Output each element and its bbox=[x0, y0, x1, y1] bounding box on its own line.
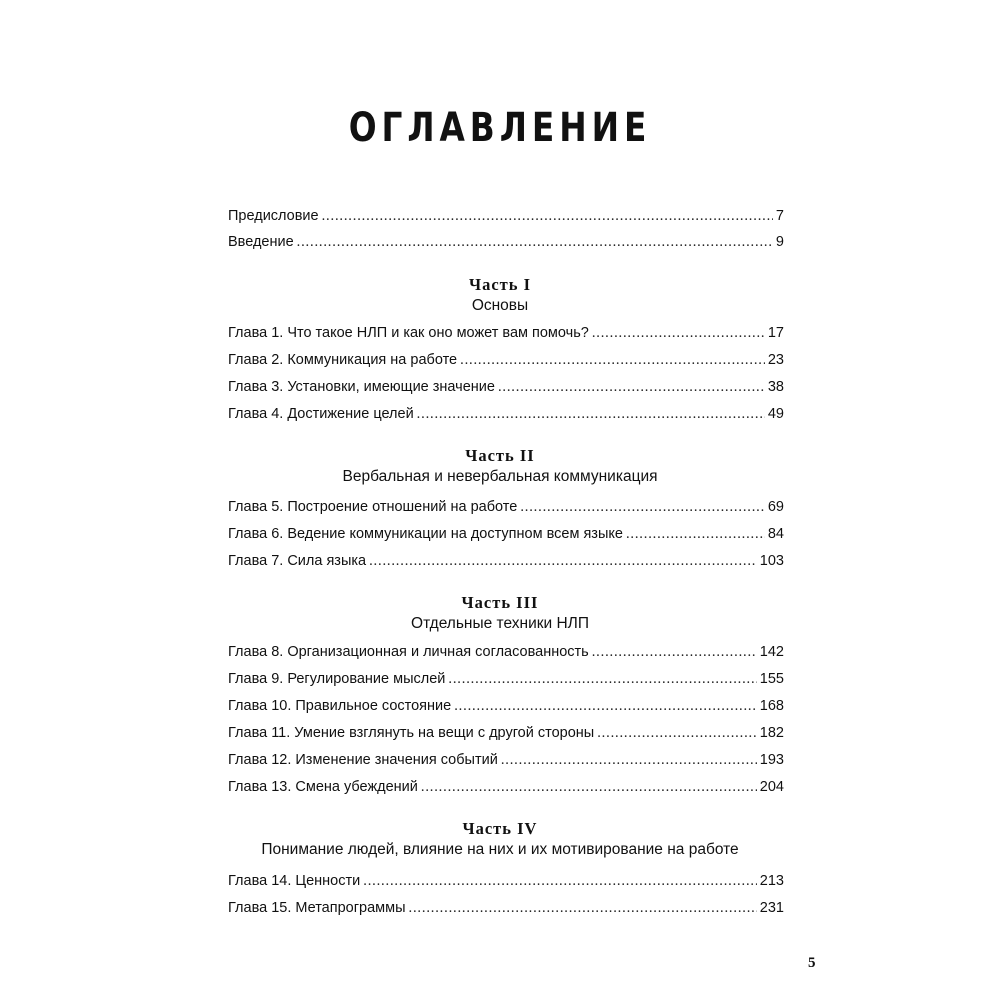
dot-leader bbox=[363, 870, 757, 892]
toc-entry-preface bbox=[228, 205, 784, 227]
toc-entry bbox=[228, 749, 784, 771]
toc-entry bbox=[228, 870, 784, 892]
toc-entry-label: Глава 14. Ценности bbox=[228, 873, 361, 889]
toc-entry bbox=[228, 403, 784, 425]
toc-entry bbox=[228, 349, 784, 371]
part-name: Понимание людей, влияние на них и их мотивирование на работе bbox=[261, 841, 739, 858]
toc-entry bbox=[228, 641, 784, 663]
dot-leader bbox=[369, 550, 757, 572]
dot-leader bbox=[322, 205, 773, 227]
dot-leader bbox=[597, 722, 757, 744]
toc-entry-label: Введение bbox=[228, 234, 294, 250]
dot-leader bbox=[421, 776, 757, 798]
dot-leader bbox=[626, 523, 765, 545]
part-number: Часть III bbox=[461, 593, 539, 612]
dot-leader bbox=[417, 403, 765, 425]
dot-leader bbox=[592, 322, 765, 344]
dot-leader bbox=[448, 668, 756, 690]
toc-entry bbox=[228, 496, 784, 518]
toc-entry-page: 7 bbox=[775, 208, 784, 224]
toc-entry bbox=[228, 695, 784, 717]
toc-entry-page: 103 bbox=[759, 553, 784, 569]
toc-entry-label: Глава 12. Изменение значения событий bbox=[228, 752, 498, 768]
toc-entry-label: Глава 15. Метапрограммы bbox=[228, 900, 406, 916]
toc-entry bbox=[228, 776, 784, 798]
toc-entry-page: 168 bbox=[759, 698, 784, 714]
toc-entry-label: Глава 7. Сила языка bbox=[228, 553, 367, 569]
toc-entry-label: Глава 3. Установки, имеющие значение bbox=[228, 379, 495, 395]
toc-entry-introduction bbox=[228, 231, 784, 253]
toc-entry-label: Глава 10. Правильное состояние bbox=[228, 698, 452, 714]
toc-entry-page: 9 bbox=[775, 234, 784, 250]
dot-leader bbox=[409, 897, 757, 919]
toc-entry-page: 182 bbox=[759, 725, 784, 741]
toc-entry bbox=[228, 322, 784, 344]
toc-entry-page: 155 bbox=[759, 671, 784, 687]
part-name: Основы bbox=[471, 297, 529, 314]
toc-entry-label: Глава 5. Построение отношений на работе bbox=[228, 499, 518, 515]
toc-entry-page: 17 bbox=[767, 325, 784, 341]
toc-entry-label: Предисловие bbox=[228, 208, 319, 224]
toc-entry bbox=[228, 550, 784, 572]
dot-leader bbox=[498, 376, 765, 398]
toc-entry-label: Глава 1. Что такое НЛП и как оно может вам помочь? bbox=[228, 325, 589, 341]
part-number: Часть II bbox=[465, 446, 535, 465]
part-number: Часть IV bbox=[462, 819, 538, 838]
toc-entry-page: 142 bbox=[759, 644, 784, 660]
part-number: Часть I bbox=[468, 275, 532, 294]
page-title: ОГЛАВЛЕНИЕ bbox=[348, 105, 652, 151]
toc-entry bbox=[228, 376, 784, 398]
toc-entry-label: Глава 9. Регулирование мыслей bbox=[228, 671, 446, 687]
toc-entry bbox=[228, 722, 784, 744]
toc-entry-page: 69 bbox=[767, 499, 784, 515]
dot-leader bbox=[454, 695, 757, 717]
toc-entry-page: 204 bbox=[759, 779, 784, 795]
dot-leader bbox=[592, 641, 757, 663]
toc-entry bbox=[228, 668, 784, 690]
dot-leader bbox=[501, 749, 757, 771]
toc-entry-label: Глава 13. Смена убеждений bbox=[228, 779, 418, 795]
toc-entry bbox=[228, 523, 784, 545]
dot-leader bbox=[520, 496, 765, 518]
toc-entry-label: Глава 6. Ведение коммуникации на доступном всем языке bbox=[228, 526, 623, 542]
toc-entry-label: Глава 8. Организационная и личная согласованность bbox=[228, 644, 589, 660]
toc-entry-page: 38 bbox=[767, 379, 784, 395]
dot-leader bbox=[460, 349, 765, 371]
toc-entry-page: 231 bbox=[759, 900, 784, 916]
toc-entry-page: 213 bbox=[759, 873, 784, 889]
toc-entry-label: Глава 11. Умение взглянуть на вещи с другой стороны bbox=[228, 725, 595, 741]
dot-leader bbox=[297, 231, 773, 253]
toc-entry-page: 84 bbox=[767, 526, 784, 542]
toc-entry-page: 23 bbox=[767, 352, 784, 368]
toc-entry-page: 49 bbox=[767, 406, 784, 422]
page-number: 5 bbox=[808, 955, 816, 971]
toc-entry-label: Глава 2. Коммуникация на работе bbox=[228, 352, 458, 368]
part-name: Вербальная и невербальная коммуникация bbox=[342, 468, 658, 485]
toc-entry bbox=[228, 897, 784, 919]
toc-entry-page: 193 bbox=[759, 752, 784, 768]
part-name: Отдельные техники НЛП bbox=[411, 615, 589, 632]
toc-entry-label: Глава 4. Достижение целей bbox=[228, 406, 414, 422]
